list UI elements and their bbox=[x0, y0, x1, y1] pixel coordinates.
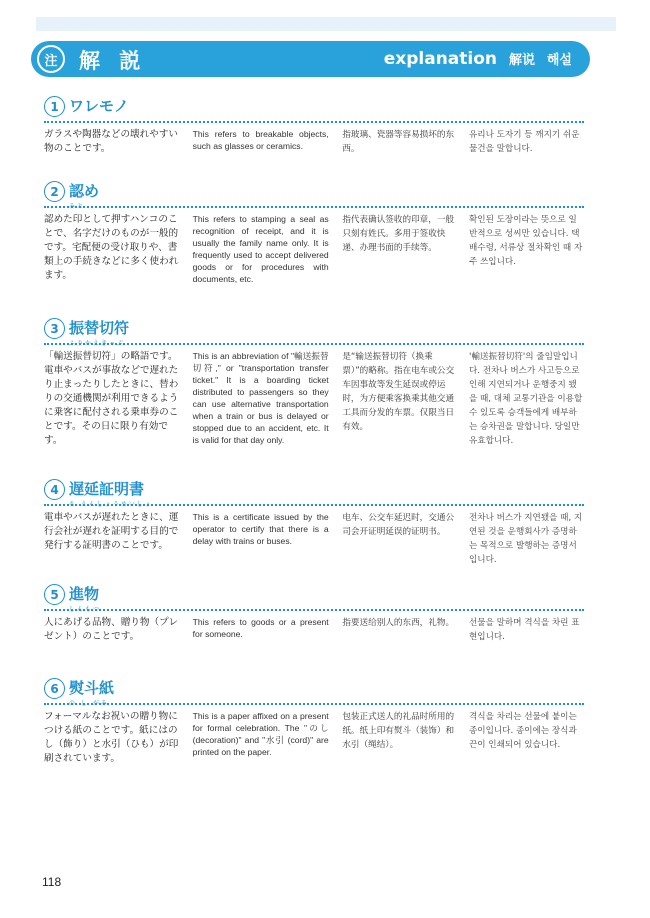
text-english: This refers to stamping a seal as recognition of receipt, and it is usually the family name only. It is frequently used to accept delivered goods or for procedures with documents, etc. bbox=[192, 214, 329, 284]
entry-2 bbox=[44, 181, 584, 284]
top-color-bar bbox=[36, 17, 616, 31]
banner-subtitle bbox=[384, 49, 572, 69]
text-korean: 전차나 버스가 지연됐을 때, 지연된 것을 운행회사가 증명하는 목적으로 발행하는 증명서입니다. bbox=[468, 513, 583, 565]
entry-term: 進物 bbox=[69, 585, 100, 603]
text-korean: 선물을 말하며 격식을 차린 표현입니다. bbox=[468, 618, 580, 642]
entry-term: 熨斗紙 bbox=[69, 679, 115, 697]
text-chinese: 指代表确认签收的印章，一般只刻有姓氏。多用于签收快递、办理书面的手续等。 bbox=[342, 215, 455, 253]
entry-translations bbox=[44, 511, 584, 567]
entry-3 bbox=[44, 318, 584, 446]
banner-title-en: explanation bbox=[383, 49, 498, 69]
entry-number: 4 bbox=[44, 479, 65, 500]
text-chinese: 指玻璃、瓷器等容易损坏的东西。 bbox=[342, 130, 455, 154]
text-chinese: 指要送给别人的东西，礼物。 bbox=[342, 618, 455, 628]
entry-translations bbox=[44, 616, 584, 644]
entry-ruby: ふりかえきっぷ bbox=[69, 340, 126, 347]
section-banner bbox=[31, 41, 590, 77]
text-chinese: 电车、公交车延迟时，交通公司会开证明延误的证明书。 bbox=[342, 513, 455, 537]
entry-5 bbox=[44, 584, 584, 642]
entry-heading bbox=[44, 96, 584, 118]
entry-4 bbox=[44, 479, 584, 565]
entry-1 bbox=[44, 96, 584, 154]
dotted-divider bbox=[44, 703, 584, 705]
text-korean: 확인된 도장이라는 뜻으로 일반적으로 성씨만 있습니다. 택배수령, 서류상 절차확인 때 자주 쓰입니다. bbox=[468, 215, 583, 267]
entry-heading bbox=[44, 584, 584, 613]
entry-number: 1 bbox=[44, 96, 65, 117]
text-korean: 유리나 도자기 등 깨지기 쉬운 물건을 말합니다. bbox=[468, 130, 580, 154]
text-japanese: ガラスや陶器などの壊れやすい物のことです。 bbox=[44, 129, 179, 154]
entry-ruby: の し がみ bbox=[69, 700, 109, 707]
text-english: This is an abbreviation of "輸送振替切符," or "transportation transfer ticket." It is a boarding ticket distributed to passengers so they can use alternative transportation when a train or bus is delayed or stopped due to an accident, etc. It is valid for that day only. bbox=[192, 351, 329, 445]
dotted-divider bbox=[44, 504, 584, 506]
page-number: 118 bbox=[42, 875, 62, 889]
text-chinese: 是“输送振替切符（换乘票）”的略称。指在电车或公交车因事故等发生延误或停运时，为方便乘客换乘其他交通工具而分发的车票。仅限当日有效。 bbox=[342, 352, 455, 432]
entry-heading bbox=[44, 181, 584, 210]
entry-term: 遅延証明書 bbox=[69, 480, 145, 498]
entry-ruby: ち えんしょうめいしょ bbox=[69, 501, 153, 508]
entry-number: 3 bbox=[44, 318, 65, 339]
text-english: This refers to breakable objects, such as glasses or ceramics. bbox=[192, 129, 329, 151]
entry-6 bbox=[44, 678, 584, 764]
entry-translations bbox=[44, 213, 584, 285]
text-english: This refers to goods or a present for someone. bbox=[192, 617, 329, 639]
text-chinese: 包装正式送人的礼品时所用的纸。纸上印有熨斗（装饰）和水引（绳结）。 bbox=[342, 712, 455, 750]
entry-number: 5 bbox=[44, 584, 65, 605]
entry-translations bbox=[44, 350, 584, 448]
text-japanese: 人にあげる品物、贈り物（プレゼント）のことです。 bbox=[44, 617, 178, 642]
entry-number: 6 bbox=[44, 678, 65, 699]
dotted-divider bbox=[44, 609, 584, 611]
entry-number: 2 bbox=[44, 181, 65, 202]
entry-term: ワレモノ bbox=[69, 97, 129, 115]
text-japanese: 「輸送振替切符」の略語です。電車やバスが事故などで遅れたり止まったりしたときに、替わりの交通機関が利用できるように乗客に配付される乗車券のことです。その日に限り有効です。 bbox=[44, 351, 179, 446]
text-japanese: フォーマルなお祝いの贈り物につける紙のことです。紙にはのし（飾り）と水引（ひも）が印刷されています。 bbox=[44, 711, 179, 764]
entry-heading bbox=[44, 479, 584, 508]
note-badge: 注 bbox=[37, 45, 65, 73]
dotted-divider bbox=[44, 343, 584, 345]
text-english: This is a paper affixed on a present for formal celebration. The "のし (decoration)" and "水引 (cord)" are printed on the paper. bbox=[192, 711, 329, 757]
entry-term: 認め bbox=[69, 182, 100, 200]
text-english: This is a certificate issued by the operator to certify that there is a delay with trains or buses. bbox=[192, 512, 329, 546]
text-korean: '輸送振替切符'의 줄임말입니다. 전차나 버스가 사고등으로 인해 지연되거나 운행중지 됐을 때, 대체 교통기관을 이용할 수 있도록 승객들에게 배부하는 승차권을 말합니다. 당일만 유효합니다. bbox=[468, 352, 583, 446]
dotted-divider bbox=[44, 206, 584, 208]
banner-title: 解 説 bbox=[79, 49, 147, 73]
entry-heading bbox=[44, 678, 584, 707]
entry-translations bbox=[44, 710, 584, 766]
text-japanese: 認めた印として押すハンコのことで、名字だけのものが一般的です。宅配便の受け取りや、書類上の手続きなどに多く使われます。 bbox=[44, 214, 179, 281]
entry-term: 振替切符 bbox=[69, 319, 130, 337]
entry-ruby: しんもつ bbox=[69, 606, 102, 613]
text-japanese: 電車やバスが遅れたときに、運行会社が遅れを証明する目的で発行する証明書のことです。 bbox=[44, 512, 179, 551]
entry-translations bbox=[44, 128, 584, 156]
text-korean: 격식을 차리는 선물에 붙이는 종이입니다. 종이에는 장식과 끈이 인쇄되어 있습니다. bbox=[468, 712, 577, 750]
entry-ruby: みと bbox=[69, 203, 86, 210]
entry-heading bbox=[44, 318, 584, 347]
banner-title-zh: 解说 bbox=[508, 53, 535, 68]
dotted-divider bbox=[44, 121, 584, 123]
banner-title-ko: 해설 bbox=[546, 53, 572, 68]
